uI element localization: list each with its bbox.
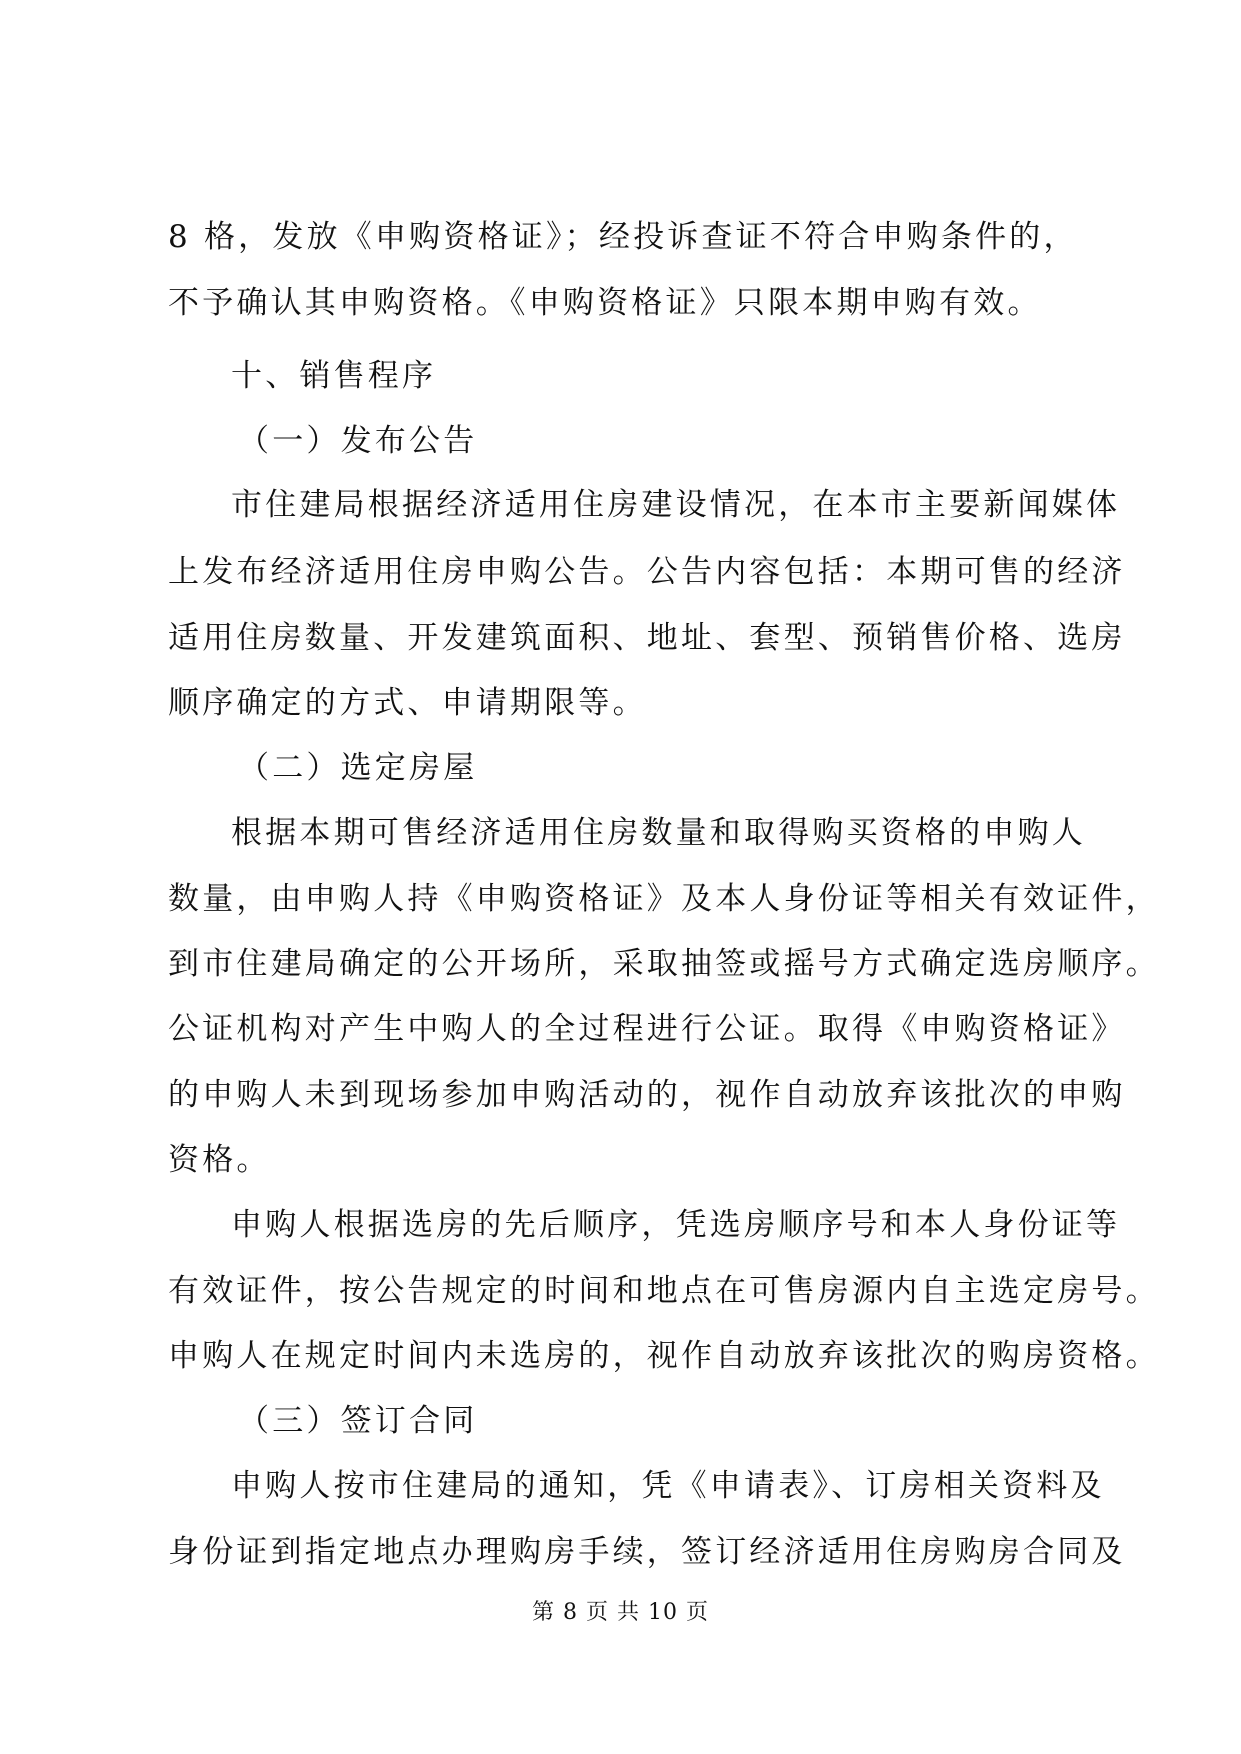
section-heading: 十、销售程序 [231,358,437,394]
subsection-heading: （二）选定房屋 [238,750,478,786]
paragraph-line: 上发布经济适用住房申购公告。公告内容包括：本期可售的经济 [168,554,1126,590]
paragraph-line: 适用住房数量、开发建筑面积、地址、套型、预销售价格、选房 [168,620,1126,656]
paragraph-line: 数量，由申购人持《申购资格证》及本人身份证等相关有效证件， [168,881,1160,917]
paragraph-line: 申购人按市住建局的通知，凭《申请表》、订房相关资料及 [231,1468,1105,1504]
paragraph-line: 公证机构对产生中购人的全过程进行公证。取得《申购资格证》 [168,1011,1126,1047]
subsection-heading: （三）签订合同 [238,1403,478,1439]
paragraph-line: 的申购人未到现场参加申购活动的，视作自动放弃该批次的申购 [168,1077,1126,1113]
paragraph-line: 申购人在规定时间内未选房的，视作自动放弃该批次的购房资格。 [168,1338,1160,1374]
paragraph-line: 有效证件，按公告规定的时间和地点在可售房源内自主选定房号。 [168,1273,1160,1309]
page-number-footer: 第 8 页 共 10 页 [532,1600,709,1625]
paragraph-line: 不予确认其申购资格。《申购资格证》只限本期申购有效。 [168,285,1042,321]
paragraph-line: 根据本期可售经济适用住房数量和取得购买资格的申购人 [231,815,1086,851]
paragraph-line: 8 格，发放《申购资格证》；经投诉查证不符合申购条件的， [168,219,1078,255]
paragraph-line: 身份证到指定地点办理购房手续，签订经济适用住房购房合同及 [168,1534,1126,1570]
paragraph-line: 申购人根据选房的先后顺序，凭选房顺序号和本人身份证等 [231,1207,1121,1243]
paragraph-line: 顺序确定的方式、申请期限等。 [168,685,647,721]
paragraph-line: 资格。 [168,1142,271,1178]
subsection-heading: （一）发布公告 [238,423,478,459]
paragraph-line: 到市住建局确定的公开场所，采取抽签或摇号方式确定选房顺序。 [168,946,1160,982]
paragraph-line: 市住建局根据经济适用住房建设情况，在本市主要新闻媒体 [231,487,1121,523]
